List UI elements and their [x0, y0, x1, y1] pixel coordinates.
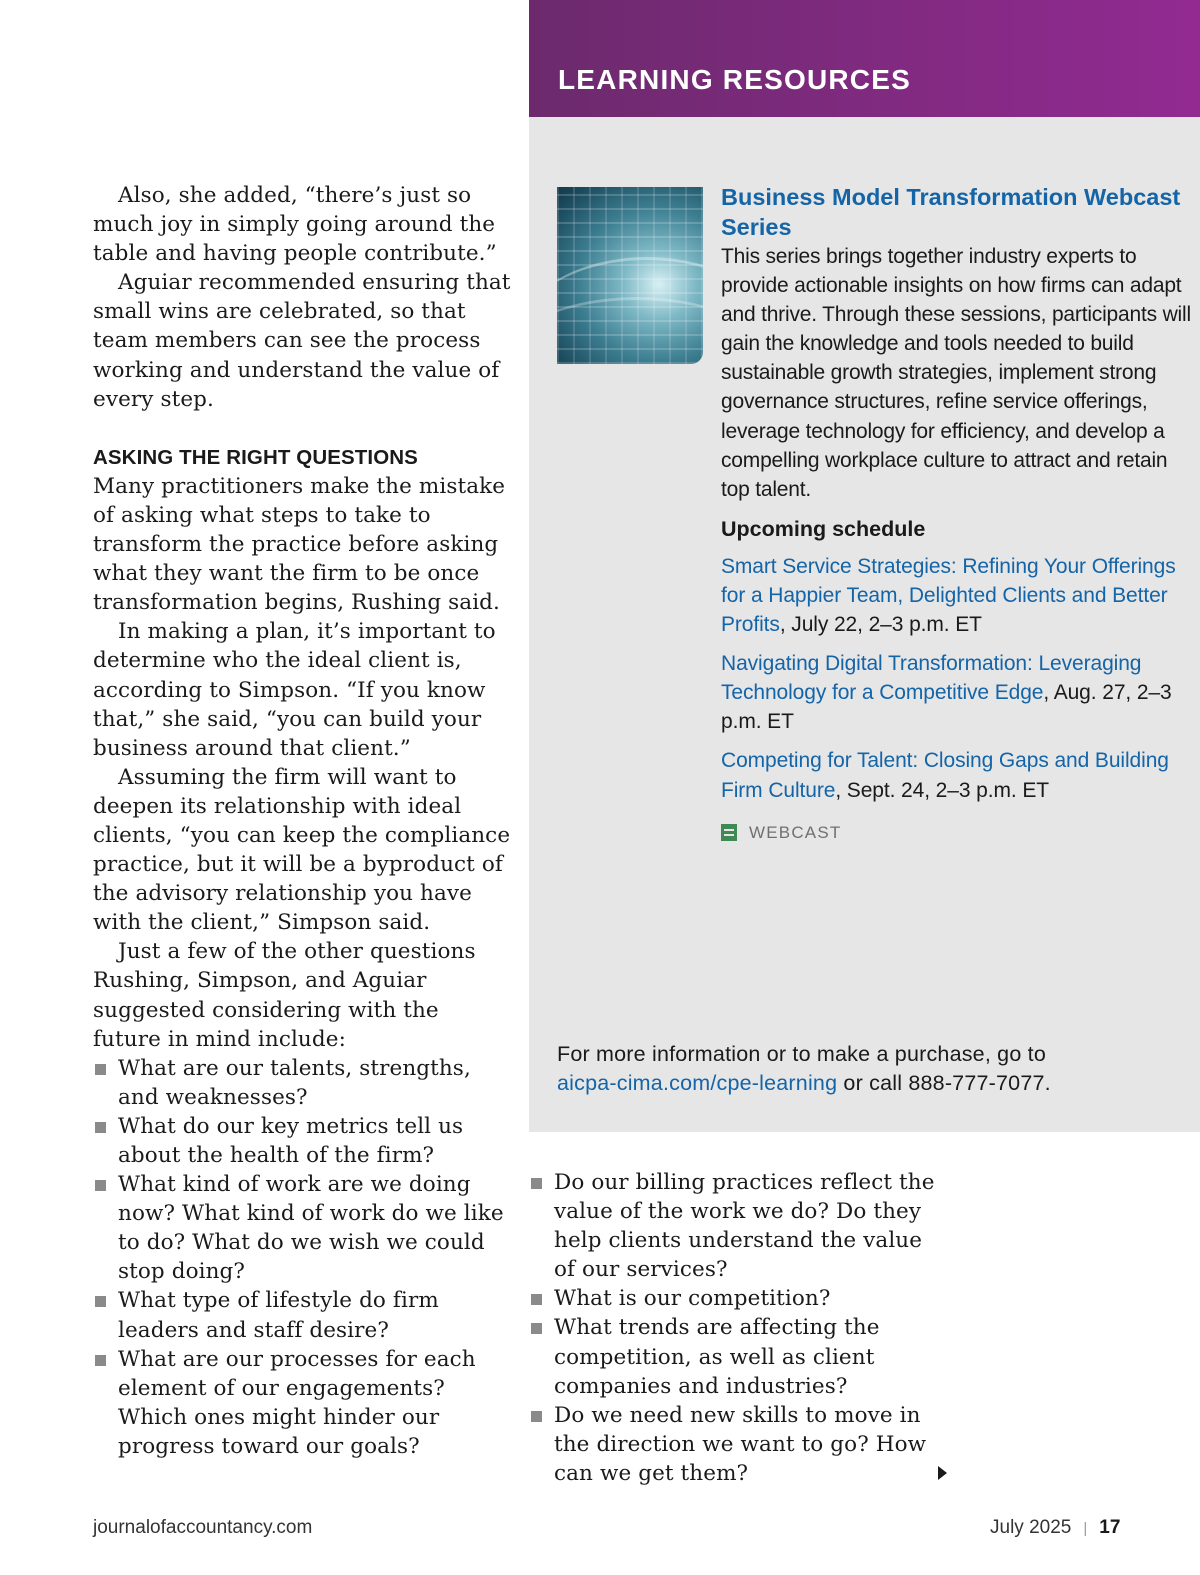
- question-item: What kind of work are we doing now? What kind of work do we like to do? What do we wish we could stop doing?: [93, 1170, 513, 1286]
- event-link[interactable]: Smart Service Strategies: Refining Your Offerings for a Happier Team, Delighted Clients and Better Profits: [721, 554, 1176, 637]
- page-number: 17: [1099, 1517, 1121, 1538]
- question-item: What is our competition?: [529, 1284, 949, 1313]
- sidebar-section-label: LEARNING RESOURCES: [558, 64, 911, 95]
- event-date: , Aug. 27, 2–3 p.m. ET: [721, 681, 1172, 734]
- webcast-series-description: This series brings together industry experts to provide actionable insights on how firms can adapt and thrive. Through these sessions, participants will gain the knowledge and tools needed to build sustainable growth strategies, implement strong governance structures, refine service offerings, leverage technology for efficiency, and develop a compelling workplace culture to attract and retain top talent.: [721, 245, 1191, 501]
- sidebar-footer-text: For more information or to make a purchase, go to: [557, 1042, 1046, 1066]
- sidebar-footer-call: or call 888-777-7077.: [837, 1071, 1051, 1096]
- article-paragraph: In making a plan, it’s important to determine who the ideal client is, according to Simpson. “If you know that,” she said, “you can build your business around that client.”: [93, 619, 496, 761]
- schedule-event: [721, 746, 1191, 804]
- question-item: Do our billing practices reflect the value of the work we do? Do they help clients understand the value of our services?: [529, 1168, 949, 1284]
- footer-issue-date: July 2025: [990, 1517, 1072, 1538]
- sidebar-header-banner: [529, 0, 1200, 117]
- format-tag: [721, 823, 1191, 843]
- schedule-event: [721, 552, 1191, 639]
- format-label: WEBCAST: [749, 822, 842, 842]
- sidebar-footer: [557, 1040, 1177, 1098]
- questions-list-right: [529, 1168, 949, 1488]
- article-right-column: [529, 1168, 949, 1488]
- event-link[interactable]: Competing for Talent: Closing Gaps and Building Firm Culture: [721, 749, 1169, 802]
- event-link[interactable]: Navigating Digital Transformation: Leveraging Technology for a Competitive Edge: [721, 652, 1142, 705]
- footer-issue-info: [990, 1517, 1120, 1539]
- footer-separator: |: [1083, 1519, 1088, 1537]
- footer-site: journalofaccountancy.com: [93, 1517, 313, 1538]
- section-subhead: ASKING THE RIGHT QUESTIONS: [93, 445, 418, 469]
- question-item: What are our talents, strengths, and weaknesses?: [93, 1054, 513, 1112]
- learning-resources-sidebar: [529, 0, 1200, 1132]
- question-item: Do we need new skills to move in the direction we want to go? How can we get them?: [529, 1401, 949, 1488]
- sidebar-content: [721, 182, 1191, 843]
- webcast-icon: [721, 824, 737, 841]
- question-item: What type of lifestyle do firm leaders and staff desire?: [93, 1286, 513, 1344]
- webcast-thumbnail-image: [557, 187, 703, 364]
- question-item: What are our processes for each element of our engagements? Which ones might hinder our progress toward our goals?: [93, 1345, 513, 1461]
- continued-arrow-icon: [938, 1466, 947, 1480]
- schedule-heading: Upcoming schedule: [721, 516, 926, 541]
- article-paragraph: Assuming the firm will want to deepen its relationship with ideal clients, “you can keep the compliance practice, but it will be a byproduct of the advisory relationship you have with the client,” Simpson said.: [93, 764, 511, 936]
- webcast-series-title: Business Model Transformation Webcast Series: [721, 184, 1181, 240]
- question-item: What trends are affecting the competition, as well as client companies and industries?: [529, 1313, 949, 1400]
- article-paragraph: Aguiar recommended ensuring that small wins are celebrated, so that team members can see the process working and understand the value of every step.: [93, 270, 511, 412]
- event-date: , July 22, 2–3 p.m. ET: [779, 613, 982, 637]
- article-paragraph: Also, she added, “there’s just so much joy in simply going around the table and having people contribute.”: [93, 183, 497, 267]
- event-date: , Sept. 24, 2–3 p.m. ET: [835, 778, 1049, 802]
- cpe-learning-link[interactable]: aicpa-cima.com/cpe-learning: [557, 1071, 838, 1096]
- questions-list-left: [93, 1054, 513, 1461]
- question-item: What do our key metrics tell us about the health of the firm?: [93, 1112, 513, 1170]
- article-paragraph: Many practitioners make the mistake of asking what steps to take to transform the practice before asking what they want the firm to be once transformation begins, Rushing said.: [93, 473, 506, 616]
- schedule-event: [721, 649, 1191, 736]
- article-left-column: [93, 181, 513, 1461]
- article-paragraph: Just a few of the other questions Rushing, Simpson, and Aguiar suggested considering with the future in mind include:: [93, 939, 476, 1052]
